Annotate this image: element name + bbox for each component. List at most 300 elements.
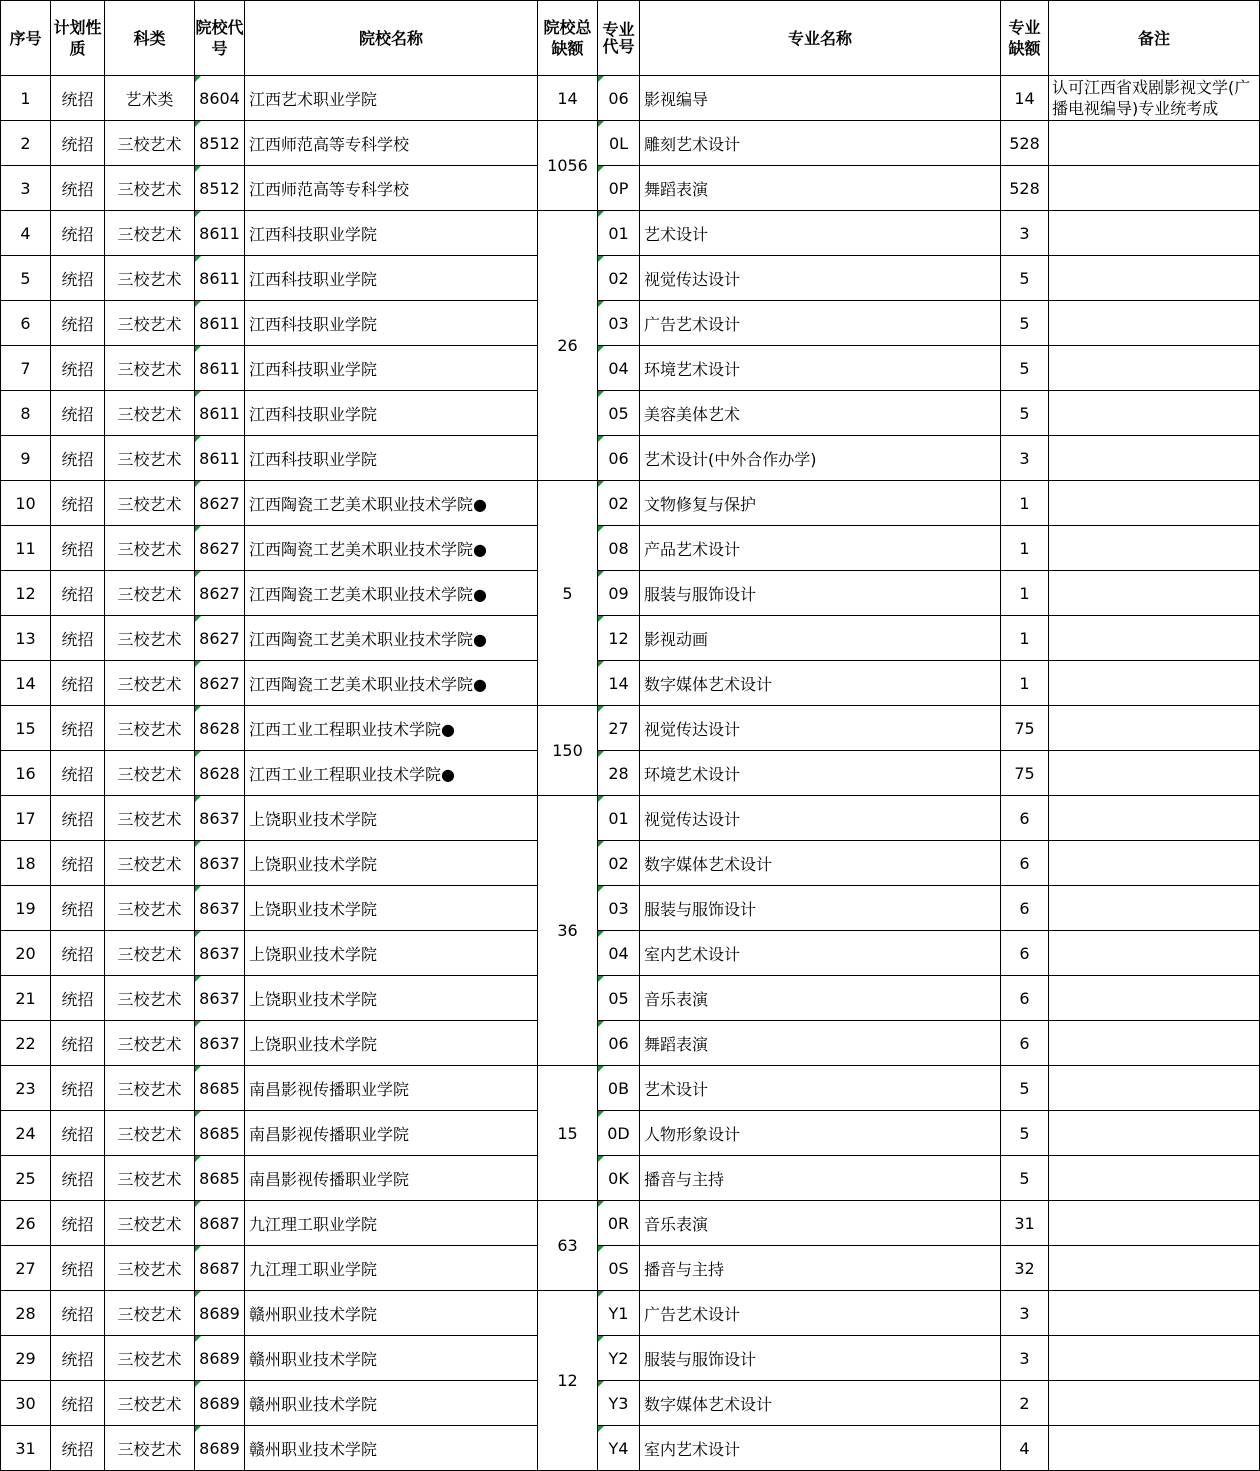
cell-plan-type: 统招 — [51, 616, 105, 661]
cell-major-name: 美容美体艺术 — [640, 391, 1001, 436]
cell-school-code: 8637 — [195, 976, 245, 1021]
header-remark: 备注 — [1049, 1, 1260, 76]
cell-major-code: Y3 — [598, 1381, 640, 1426]
cell-major-code: 02 — [598, 841, 640, 886]
cell-seq: 25 — [1, 1156, 51, 1201]
table-row — [1, 1021, 1260, 1066]
cell-seq: 27 — [1, 1246, 51, 1291]
cell-remark — [1049, 1246, 1260, 1291]
cell-seq: 23 — [1, 1066, 51, 1111]
table-row — [1, 301, 1260, 346]
header-plan-type-label: 计划性质 — [53, 18, 102, 58]
cell-seq: 29 — [1, 1336, 51, 1381]
cell-category: 三校艺术 — [105, 346, 195, 391]
cell-plan-type: 统招 — [51, 751, 105, 796]
cell-school-total: 12 — [538, 1291, 598, 1471]
cell-remark — [1049, 211, 1260, 256]
cell-school-code: 8627 — [195, 616, 245, 661]
table-row — [1, 481, 1260, 526]
cell-remark — [1049, 706, 1260, 751]
cell-major-code: 08 — [598, 526, 640, 571]
cell-major-gap: 5 — [1001, 301, 1049, 346]
table-row — [1, 1066, 1260, 1111]
cell-school-name: 南昌影视传播职业学院 — [245, 1066, 538, 1111]
cell-school-code: 8627 — [195, 571, 245, 616]
cell-school-name: 江西科技职业学院 — [245, 436, 538, 481]
cell-seq: 3 — [1, 166, 51, 211]
table-row — [1, 1426, 1260, 1471]
table-row — [1, 751, 1260, 796]
cell-remark — [1049, 1381, 1260, 1426]
cell-major-code: Y2 — [598, 1336, 640, 1381]
cell-school-name: 江西陶瓷工艺美术职业技术学院● — [245, 526, 538, 571]
cell-major-code: 0K — [598, 1156, 640, 1201]
cell-plan-type: 统招 — [51, 1111, 105, 1156]
cell-plan-type: 统招 — [51, 886, 105, 931]
cell-remark — [1049, 571, 1260, 616]
cell-category: 三校艺术 — [105, 211, 195, 256]
cell-major-gap: 6 — [1001, 796, 1049, 841]
header-school-name: 院校名称 — [245, 1, 538, 76]
cell-category: 三校艺术 — [105, 436, 195, 481]
cell-major-code: Y4 — [598, 1426, 640, 1471]
cell-major-name: 服装与服饰设计 — [640, 571, 1001, 616]
cell-major-code: 06 — [598, 76, 640, 121]
cell-category: 三校艺术 — [105, 616, 195, 661]
cell-category: 三校艺术 — [105, 1291, 195, 1336]
cell-seq: 15 — [1, 706, 51, 751]
table-row — [1, 121, 1260, 166]
cell-major-name: 音乐表演 — [640, 976, 1001, 1021]
cell-remark — [1049, 121, 1260, 166]
cell-school-name: 赣州职业技术学院 — [245, 1426, 538, 1471]
cell-remark — [1049, 931, 1260, 976]
cell-plan-type: 统招 — [51, 661, 105, 706]
cell-major-name: 播音与主持 — [640, 1246, 1001, 1291]
cell-major-name: 环境艺术设计 — [640, 346, 1001, 391]
cell-remark — [1049, 391, 1260, 436]
cell-school-name: 南昌影视传播职业学院 — [245, 1111, 538, 1156]
cell-seq: 6 — [1, 301, 51, 346]
cell-major-name: 人物形象设计 — [640, 1111, 1001, 1156]
cell-school-name: 江西师范高等专科学校 — [245, 166, 538, 211]
cell-seq: 5 — [1, 256, 51, 301]
cell-seq: 4 — [1, 211, 51, 256]
cell-major-gap: 1 — [1001, 571, 1049, 616]
cell-school-code: 8637 — [195, 886, 245, 931]
cell-major-gap: 75 — [1001, 751, 1049, 796]
cell-school-name: 江西工业工程职业技术学院● — [245, 706, 538, 751]
cell-seq: 11 — [1, 526, 51, 571]
cell-seq: 8 — [1, 391, 51, 436]
cell-plan-type: 统招 — [51, 1066, 105, 1111]
cell-school-total: 63 — [538, 1201, 598, 1291]
cell-remark — [1049, 481, 1260, 526]
cell-remark — [1049, 436, 1260, 481]
cell-school-name: 上饶职业技术学院 — [245, 886, 538, 931]
cell-major-code: 09 — [598, 571, 640, 616]
cell-plan-type: 统招 — [51, 76, 105, 121]
cell-major-code: 0L — [598, 121, 640, 166]
cell-major-code: 05 — [598, 976, 640, 1021]
cell-major-gap: 1 — [1001, 661, 1049, 706]
cell-major-gap: 6 — [1001, 1021, 1049, 1066]
cell-major-gap: 6 — [1001, 976, 1049, 1021]
cell-category: 三校艺术 — [105, 1156, 195, 1201]
table-row — [1, 706, 1260, 751]
cell-category: 三校艺术 — [105, 526, 195, 571]
cell-plan-type: 统招 — [51, 1021, 105, 1066]
cell-school-code: 8637 — [195, 1021, 245, 1066]
table-row — [1, 796, 1260, 841]
cell-major-name: 室内艺术设计 — [640, 931, 1001, 976]
cell-plan-type: 统招 — [51, 1201, 105, 1246]
cell-school-code: 8512 — [195, 166, 245, 211]
table-row — [1, 571, 1260, 616]
cell-major-gap: 3 — [1001, 211, 1049, 256]
cell-plan-type: 统招 — [51, 1426, 105, 1471]
cell-major-gap: 1 — [1001, 616, 1049, 661]
cell-school-name: 九江理工职业学院 — [245, 1246, 538, 1291]
cell-school-total: 15 — [538, 1066, 598, 1201]
cell-plan-type: 统招 — [51, 256, 105, 301]
cell-plan-type: 统招 — [51, 1336, 105, 1381]
cell-category: 三校艺术 — [105, 886, 195, 931]
cell-major-code: 0S — [598, 1246, 640, 1291]
cell-school-code: 8689 — [195, 1381, 245, 1426]
cell-major-code: 04 — [598, 346, 640, 391]
cell-remark — [1049, 526, 1260, 571]
cell-school-code: 8611 — [195, 346, 245, 391]
cell-major-code: 0P — [598, 166, 640, 211]
cell-category: 三校艺术 — [105, 571, 195, 616]
table-row — [1, 166, 1260, 211]
cell-school-name: 江西陶瓷工艺美术职业技术学院● — [245, 616, 538, 661]
cell-category: 三校艺术 — [105, 481, 195, 526]
cell-remark — [1049, 1291, 1260, 1336]
cell-plan-type: 统招 — [51, 346, 105, 391]
cell-school-name: 上饶职业技术学院 — [245, 1021, 538, 1066]
cell-category: 三校艺术 — [105, 1246, 195, 1291]
cell-school-code: 8627 — [195, 661, 245, 706]
cell-major-code: 04 — [598, 931, 640, 976]
cell-school-name: 赣州职业技术学院 — [245, 1381, 538, 1426]
cell-school-code: 8627 — [195, 481, 245, 526]
cell-seq: 19 — [1, 886, 51, 931]
cell-remark — [1049, 1426, 1260, 1471]
table-row — [1, 616, 1260, 661]
cell-remark — [1049, 301, 1260, 346]
table-row — [1, 1111, 1260, 1156]
cell-school-code: 8689 — [195, 1291, 245, 1336]
cell-plan-type: 统招 — [51, 436, 105, 481]
table-row — [1, 661, 1260, 706]
table-row — [1, 1201, 1260, 1246]
table-row — [1, 976, 1260, 1021]
cell-major-gap: 4 — [1001, 1426, 1049, 1471]
cell-major-name: 广告艺术设计 — [640, 1291, 1001, 1336]
cell-school-code: 8687 — [195, 1246, 245, 1291]
cell-plan-type: 统招 — [51, 571, 105, 616]
cell-major-gap: 5 — [1001, 1111, 1049, 1156]
cell-major-gap: 5 — [1001, 1066, 1049, 1111]
cell-school-name: 江西艺术职业学院 — [245, 76, 538, 121]
cell-category: 三校艺术 — [105, 1201, 195, 1246]
cell-school-code: 8687 — [195, 1201, 245, 1246]
cell-plan-type: 统招 — [51, 796, 105, 841]
cell-school-name: 江西工业工程职业技术学院● — [245, 751, 538, 796]
cell-major-name: 产品艺术设计 — [640, 526, 1001, 571]
cell-seq: 21 — [1, 976, 51, 1021]
cell-major-name: 文物修复与保护 — [640, 481, 1001, 526]
cell-school-name: 赣州职业技术学院 — [245, 1336, 538, 1381]
cell-plan-type: 统招 — [51, 211, 105, 256]
cell-category: 三校艺术 — [105, 391, 195, 436]
cell-remark — [1049, 1336, 1260, 1381]
cell-major-name: 舞蹈表演 — [640, 1021, 1001, 1066]
cell-school-code: 8611 — [195, 391, 245, 436]
cell-major-name: 服装与服饰设计 — [640, 1336, 1001, 1381]
cell-school-code: 8512 — [195, 121, 245, 166]
cell-category: 艺术类 — [105, 76, 195, 121]
cell-major-gap: 6 — [1001, 886, 1049, 931]
header-seq: 序号 — [1, 1, 51, 76]
cell-remark: 认可江西省戏剧影视文学(广播电视编导)专业统考成 — [1049, 76, 1260, 121]
cell-category: 三校艺术 — [105, 256, 195, 301]
header-major-code-label: 专业代号 — [602, 20, 635, 56]
cell-school-code: 8637 — [195, 931, 245, 976]
cell-plan-type: 统招 — [51, 121, 105, 166]
cell-category: 三校艺术 — [105, 706, 195, 751]
cell-seq: 30 — [1, 1381, 51, 1426]
cell-remark — [1049, 841, 1260, 886]
cell-major-gap: 75 — [1001, 706, 1049, 751]
cell-major-code: 0R — [598, 1201, 640, 1246]
cell-school-code: 8604 — [195, 76, 245, 121]
cell-seq: 1 — [1, 76, 51, 121]
cell-plan-type: 统招 — [51, 391, 105, 436]
cell-major-name: 室内艺术设计 — [640, 1426, 1001, 1471]
cell-school-total: 5 — [538, 481, 598, 706]
cell-major-gap: 5 — [1001, 1156, 1049, 1201]
table-row — [1, 526, 1260, 571]
cell-category: 三校艺术 — [105, 931, 195, 976]
table-row — [1, 211, 1260, 256]
header-plan-type — [51, 1, 105, 76]
cell-major-name: 影视编导 — [640, 76, 1001, 121]
cell-major-code: 27 — [598, 706, 640, 751]
header-row — [1, 1, 1260, 76]
cell-seq: 16 — [1, 751, 51, 796]
cell-major-gap: 5 — [1001, 391, 1049, 436]
header-school-total-label: 院校总缺额 — [543, 18, 592, 58]
cell-school-total: 36 — [538, 796, 598, 1066]
cell-seq: 17 — [1, 796, 51, 841]
cell-major-name: 数字媒体艺术设计 — [640, 841, 1001, 886]
cell-school-name: 南昌影视传播职业学院 — [245, 1156, 538, 1201]
cell-major-code: 06 — [598, 436, 640, 481]
cell-major-code: 28 — [598, 751, 640, 796]
cell-seq: 26 — [1, 1201, 51, 1246]
cell-major-gap: 2 — [1001, 1381, 1049, 1426]
cell-remark — [1049, 751, 1260, 796]
cell-major-code: 12 — [598, 616, 640, 661]
cell-category: 三校艺术 — [105, 751, 195, 796]
cell-seq: 2 — [1, 121, 51, 166]
cell-plan-type: 统招 — [51, 1291, 105, 1336]
cell-major-name: 雕刻艺术设计 — [640, 121, 1001, 166]
table-row — [1, 1156, 1260, 1201]
cell-school-name: 江西科技职业学院 — [245, 211, 538, 256]
cell-major-name: 播音与主持 — [640, 1156, 1001, 1201]
cell-category: 三校艺术 — [105, 661, 195, 706]
cell-category: 三校艺术 — [105, 1381, 195, 1426]
cell-major-code: 06 — [598, 1021, 640, 1066]
cell-seq: 14 — [1, 661, 51, 706]
cell-school-name: 九江理工职业学院 — [245, 1201, 538, 1246]
header-school-total — [538, 1, 598, 76]
cell-major-gap: 5 — [1001, 256, 1049, 301]
cell-major-gap: 31 — [1001, 1201, 1049, 1246]
cell-major-gap: 528 — [1001, 121, 1049, 166]
cell-school-code: 8689 — [195, 1426, 245, 1471]
cell-school-name: 江西陶瓷工艺美术职业技术学院● — [245, 571, 538, 616]
header-major-name: 专业名称 — [640, 1, 1001, 76]
cell-school-code: 8685 — [195, 1156, 245, 1201]
cell-seq: 12 — [1, 571, 51, 616]
cell-school-code: 8637 — [195, 841, 245, 886]
cell-plan-type: 统招 — [51, 481, 105, 526]
cell-major-code: 02 — [598, 481, 640, 526]
table-row — [1, 1381, 1260, 1426]
cell-remark — [1049, 1066, 1260, 1111]
cell-school-name: 江西科技职业学院 — [245, 346, 538, 391]
cell-school-code: 8611 — [195, 256, 245, 301]
header-school-code-label: 院校代号 — [195, 18, 244, 58]
table-row — [1, 841, 1260, 886]
header-major-code — [598, 1, 640, 76]
cell-major-name: 艺术设计 — [640, 211, 1001, 256]
cell-remark — [1049, 1156, 1260, 1201]
table-row — [1, 391, 1260, 436]
cell-school-total: 150 — [538, 706, 598, 796]
cell-category: 三校艺术 — [105, 301, 195, 346]
cell-major-code: 02 — [598, 256, 640, 301]
cell-plan-type: 统招 — [51, 976, 105, 1021]
cell-school-name: 赣州职业技术学院 — [245, 1291, 538, 1336]
cell-plan-type: 统招 — [51, 526, 105, 571]
cell-major-code: 03 — [598, 301, 640, 346]
cell-major-gap: 6 — [1001, 841, 1049, 886]
cell-remark — [1049, 166, 1260, 211]
cell-major-gap: 3 — [1001, 1336, 1049, 1381]
cell-major-gap: 6 — [1001, 931, 1049, 976]
cell-school-code: 8685 — [195, 1066, 245, 1111]
cell-seq: 9 — [1, 436, 51, 481]
cell-category: 三校艺术 — [105, 1336, 195, 1381]
header-major-gap-label: 专业缺额 — [1008, 18, 1041, 58]
cell-major-name: 数字媒体艺术设计 — [640, 1381, 1001, 1426]
cell-seq: 7 — [1, 346, 51, 391]
cell-major-code: 14 — [598, 661, 640, 706]
cell-school-name: 江西科技职业学院 — [245, 391, 538, 436]
cell-category: 三校艺术 — [105, 1111, 195, 1156]
cell-school-code: 8611 — [195, 301, 245, 346]
table-row — [1, 931, 1260, 976]
cell-school-total: 14 — [538, 76, 598, 121]
cell-category: 三校艺术 — [105, 166, 195, 211]
table-row — [1, 346, 1260, 391]
cell-major-name: 音乐表演 — [640, 1201, 1001, 1246]
table-row — [1, 1291, 1260, 1336]
cell-major-gap: 5 — [1001, 346, 1049, 391]
cell-remark — [1049, 616, 1260, 661]
cell-plan-type: 统招 — [51, 1381, 105, 1426]
cell-remark — [1049, 886, 1260, 931]
cell-school-name: 上饶职业技术学院 — [245, 841, 538, 886]
cell-major-name: 影视动画 — [640, 616, 1001, 661]
cell-school-total: 1056 — [538, 121, 598, 211]
cell-category: 三校艺术 — [105, 796, 195, 841]
table-row — [1, 436, 1260, 481]
cell-major-code: 0D — [598, 1111, 640, 1156]
cell-remark — [1049, 1201, 1260, 1246]
cell-school-code: 8689 — [195, 1336, 245, 1381]
cell-school-code: 8628 — [195, 751, 245, 796]
cell-plan-type: 统招 — [51, 1246, 105, 1291]
cell-major-gap: 3 — [1001, 1291, 1049, 1336]
cell-remark — [1049, 976, 1260, 1021]
cell-seq: 20 — [1, 931, 51, 976]
cell-plan-type: 统招 — [51, 931, 105, 976]
cell-major-gap: 528 — [1001, 166, 1049, 211]
cell-major-code: 01 — [598, 796, 640, 841]
cell-major-name: 视觉传达设计 — [640, 706, 1001, 751]
cell-school-name: 江西科技职业学院 — [245, 256, 538, 301]
cell-major-name: 环境艺术设计 — [640, 751, 1001, 796]
cell-remark — [1049, 661, 1260, 706]
header-category: 科类 — [105, 1, 195, 76]
header-major-gap — [1001, 1, 1049, 76]
cell-major-gap: 14 — [1001, 76, 1049, 121]
table-body — [1, 76, 1260, 1471]
cell-school-code: 8611 — [195, 436, 245, 481]
cell-major-gap: 1 — [1001, 526, 1049, 571]
cell-category: 三校艺术 — [105, 1426, 195, 1471]
cell-school-name: 江西陶瓷工艺美术职业技术学院● — [245, 661, 538, 706]
cell-category: 三校艺术 — [105, 976, 195, 1021]
cell-major-code: 05 — [598, 391, 640, 436]
cell-plan-type: 统招 — [51, 706, 105, 751]
cell-school-name: 江西科技职业学院 — [245, 301, 538, 346]
cell-remark — [1049, 796, 1260, 841]
cell-major-name: 艺术设计 — [640, 1066, 1001, 1111]
cell-plan-type: 统招 — [51, 166, 105, 211]
cell-major-gap: 32 — [1001, 1246, 1049, 1291]
cell-seq: 18 — [1, 841, 51, 886]
table-row — [1, 886, 1260, 931]
cell-major-name: 艺术设计(中外合作办学) — [640, 436, 1001, 481]
cell-plan-type: 统招 — [51, 301, 105, 346]
cell-major-code: 01 — [598, 211, 640, 256]
cell-school-name: 江西师范高等专科学校 — [245, 121, 538, 166]
cell-category: 三校艺术 — [105, 121, 195, 166]
cell-major-code: 03 — [598, 886, 640, 931]
cell-major-code: Y1 — [598, 1291, 640, 1336]
cell-major-gap: 1 — [1001, 481, 1049, 526]
cell-school-name: 上饶职业技术学院 — [245, 976, 538, 1021]
cell-major-code: 0B — [598, 1066, 640, 1111]
